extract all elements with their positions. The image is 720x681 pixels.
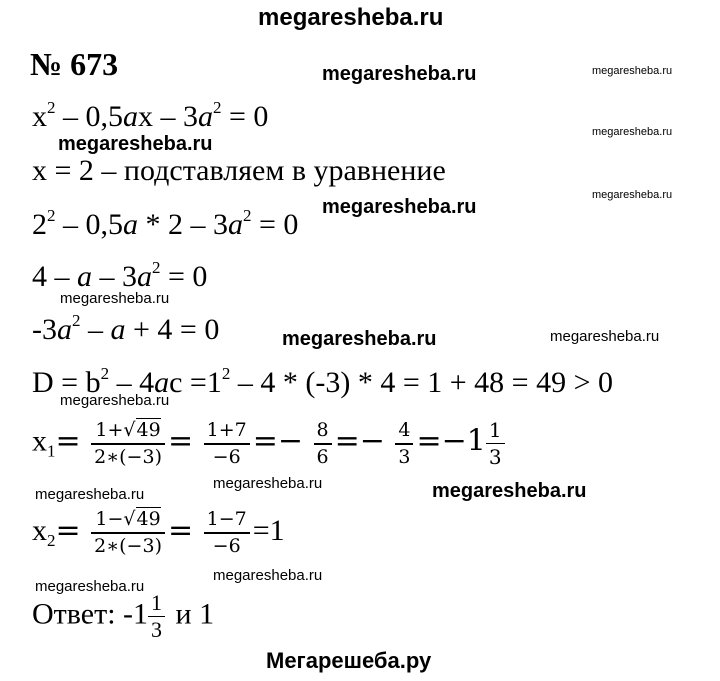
- equation-line-5: $-3a^2 - a + 4 = 0$: [32, 311, 220, 346]
- site-footer: Мегарешеба.ру: [266, 648, 432, 673]
- equation-line-1: $x^2 - 0,5ax - 3a^2 = 0$: [32, 98, 269, 133]
- watermark: megaresheba.ru: [58, 133, 213, 155]
- watermark: megaresheba.ru: [60, 290, 170, 307]
- x1-simplified-fraction: $\frac{1+7}{-6}$: [204, 421, 250, 467]
- watermark: megaresheba.ru: [213, 475, 323, 492]
- problem-number: № 673: [30, 46, 119, 82]
- x1-mixed-fraction: $\frac{1}{3}$: [486, 420, 505, 467]
- answer-fraction: $\frac{1}{3}$: [148, 592, 165, 641]
- x1-four-thirds-fraction: $\frac{4}{3}$: [395, 421, 413, 467]
- x2-simplified-fraction: $\frac{1-7}{-6}$: [204, 510, 250, 556]
- watermark: megaresheba.ru: [35, 578, 145, 595]
- x2-formula-fraction: $\frac{1-√49}{2∗(-3)}$: [91, 510, 165, 556]
- watermark: megaresheba.ru: [592, 126, 673, 138]
- watermark: megaresheba.ru: [322, 196, 477, 218]
- answer-line: Ответ: -1 $\frac{1}{3}$ и 1: [32, 590, 215, 642]
- x1-eight-sixths-fraction: $\frac{8}{6}$: [314, 421, 332, 467]
- root-x1-line: $x_1=$ $\frac{1+√49}{2∗(-3)}$ = $\frac{1+7}{-6}$ =− $\frac{8}{6}$ =− $\frac{4}{3}$ =−1 $\frac{1}{3}$: [32, 420, 508, 467]
- watermark: megaresheba.ru: [322, 63, 477, 85]
- root-x2-line: $x_2=$ $\frac{1-√49}{2∗(-3)}$ = $\frac{1-7}{-6}$ =1: [32, 508, 285, 557]
- watermark: megaresheba.ru: [35, 486, 145, 503]
- watermark: megaresheba.ru: [432, 480, 587, 502]
- equation-line-4: $4 - a - 3a^2 = 0$: [32, 258, 208, 293]
- site-header: megaresheba.ru: [258, 4, 444, 31]
- discriminant-line: $D = b^2 - 4ac =1^2 - 4 * (-3) * 4 = 1 + 48 = 49 > 0$: [32, 364, 613, 399]
- watermark: megaresheba.ru: [592, 189, 673, 201]
- watermark: megaresheba.ru: [592, 65, 673, 77]
- watermark: megaresheba.ru: [282, 328, 437, 350]
- equation-line-3: $2^2 - 0,5a * 2 - 3a^2 = 0$: [32, 206, 299, 241]
- watermark: megaresheba.ru: [213, 567, 323, 584]
- watermark: megaresheba.ru: [60, 392, 170, 409]
- watermark: megaresheba.ru: [550, 328, 660, 345]
- equation-line-2: x = 2 – подставляем в уравнение: [32, 154, 446, 187]
- x1-formula-fraction: $\frac{1+√49}{2∗(-3)}$: [91, 421, 165, 467]
